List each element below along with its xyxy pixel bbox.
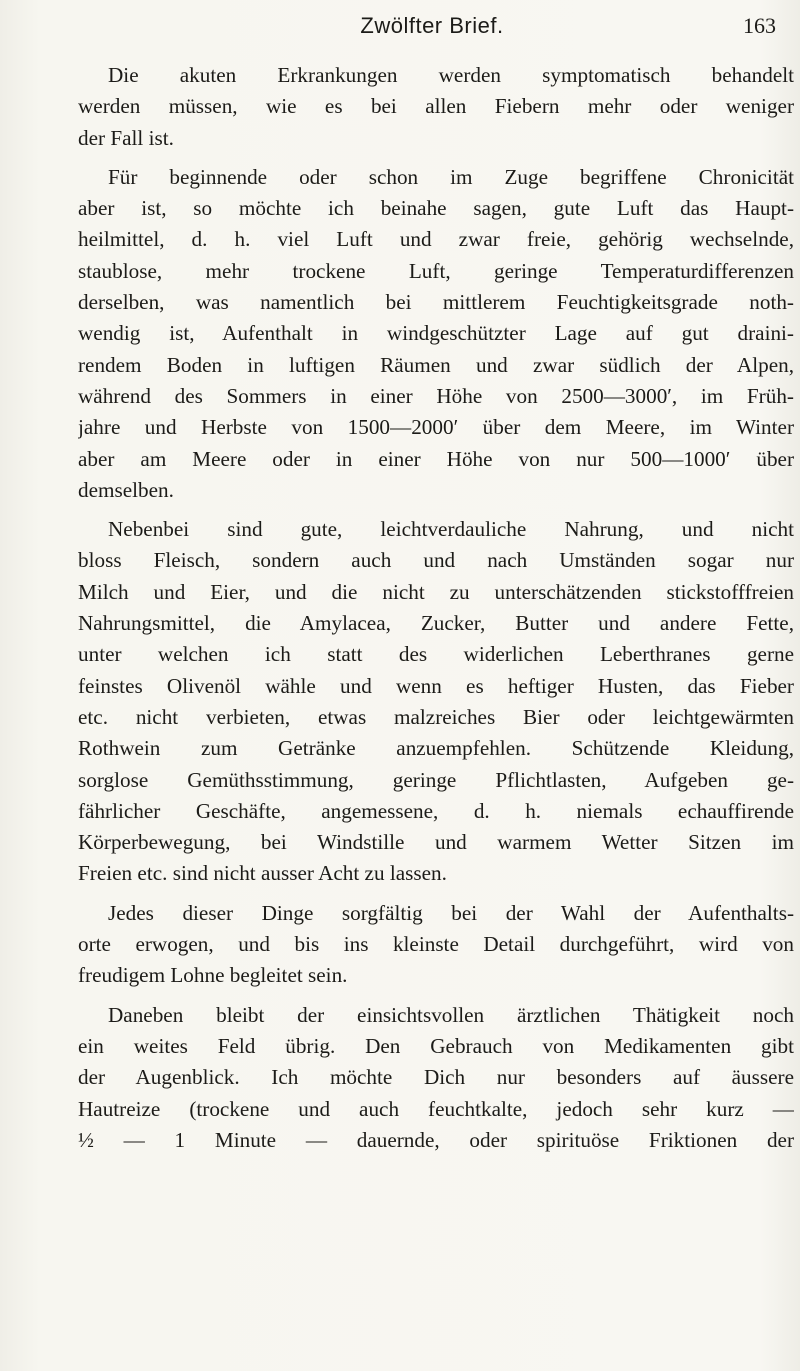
- text-line: orte erwogen, und bis ins kleinste Detail durchgeführt, wird von: [78, 932, 794, 957]
- running-title: Zwölfter Brief.: [360, 13, 504, 38]
- paragraph-4: [78, 898, 794, 992]
- body-text: [78, 60, 794, 1156]
- text-line: Jedes dieser Dinge sorgfältig bei der Wahl der Aufenthalts-: [108, 900, 794, 925]
- text-line: jahre und Herbste von 1500—2000′ über dem Meere, im Winter: [78, 415, 794, 440]
- text-line: unter welchen ich statt des widerlichen Leberthranes gerne: [78, 642, 794, 667]
- text-line: Die akuten Erkrankungen werden symptomatisch behandelt: [108, 63, 794, 87]
- paragraph-5: [78, 1000, 794, 1156]
- text-line: während des Sommers in einer Höhe von 2500—3000′, im Früh-: [78, 383, 794, 408]
- running-head: [82, 10, 782, 50]
- text-line: freudigem Lohne begleitet sein.: [78, 963, 348, 988]
- text-line: Hautreize (trockene und auch feuchtkalte, jedoch sehr kurz —: [78, 1096, 794, 1121]
- text-line: Daneben bleibt der einsichtsvollen ärztlichen Thätigkeit noch: [108, 1002, 794, 1027]
- paragraph-1: [78, 60, 794, 154]
- text-line: ein weites Feld übrig. Den Gebrauch von Medikamenten gibt: [78, 1033, 794, 1058]
- text-line: der Fall ist.: [78, 125, 174, 150]
- text-line: derselben, was namentlich bei mittlerem Feuchtigkeitsgrade noth-: [78, 290, 794, 315]
- text-line: rendem Boden in luftigen Räumen und zwar südlich der Alpen,: [78, 352, 794, 377]
- text-line: bloss Fleisch, sondern auch und nach Umständen sogar nur: [78, 548, 794, 573]
- text-line: Rothwein zum Getränke anzuempfehlen. Schützende Kleidung,: [78, 736, 794, 761]
- text-line: ½ — 1 Minute — dauernde, oder spirituöse Friktionen der: [78, 1127, 794, 1152]
- text-line: Für beginnende oder schon im Zuge begriffene Chronicität: [108, 164, 794, 189]
- text-line: wendig ist, Aufenthalt in windgeschützter Lage auf gut draini-: [78, 321, 794, 346]
- text-line: Freien etc. sind nicht ausser Acht zu lassen.: [78, 861, 447, 886]
- text-line: der Augenblick. Ich möchte Dich nur besonders auf äussere: [78, 1065, 794, 1090]
- paragraph-3: [78, 514, 794, 890]
- text-line: Nahrungsmittel, die Amylacea, Zucker, Butter und andere Fette,: [78, 611, 794, 636]
- text-line: etc. nicht verbieten, etwas malzreiches Bier oder leichtgewärmten: [78, 704, 794, 729]
- text-line: aber am Meere oder in einer Höhe von nur 500—1000′ über: [78, 446, 794, 471]
- text-line: demselben.: [78, 477, 174, 502]
- text-line: Milch und Eier, und die nicht zu unterschätzenden stickstofffreien: [78, 579, 794, 604]
- text-line: feinstes Olivenöl wähle und wenn es heftiger Husten, das Fieber: [78, 673, 794, 698]
- text-line: fährlicher Geschäfte, angemessene, d. h. niemals echauffirende: [78, 798, 794, 823]
- text-line: heilmittel, d. h. viel Luft und zwar freie, gehörig wechselnde,: [78, 227, 794, 252]
- text-line: staublose, mehr trockene Luft, geringe Temperaturdifferenzen: [78, 258, 794, 283]
- text-line: Nebenbei sind gute, leichtverdauliche Nahrung, und nicht: [108, 517, 794, 542]
- text-line: werden müssen, wie es bei allen Fiebern mehr oder weniger: [78, 94, 794, 119]
- text-line: sorglose Gemüthsstimmung, geringe Pflichtlasten, Aufgeben ge-: [78, 767, 794, 792]
- paragraph-2: [78, 162, 794, 506]
- text-line: aber ist, so möchte ich beinahe sagen, gute Luft das Haupt-: [78, 196, 794, 221]
- page-number: 163: [743, 13, 776, 38]
- text-line: Körperbewegung, bei Windstille und warmem Wetter Sitzen im: [78, 830, 794, 855]
